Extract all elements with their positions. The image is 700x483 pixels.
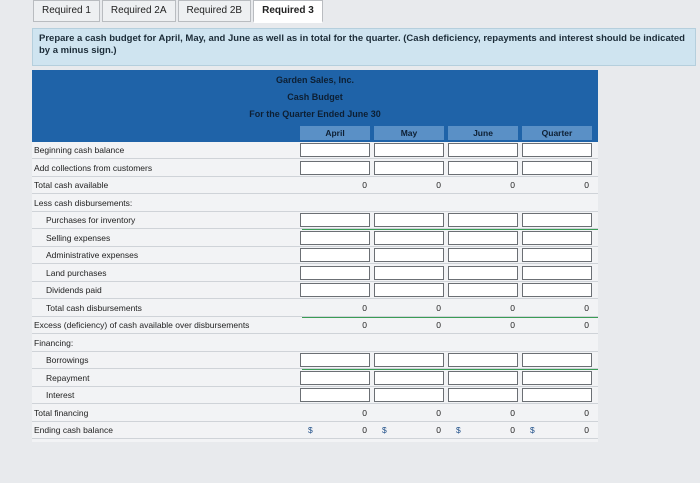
- input-cell[interactable]: [448, 283, 518, 297]
- cash-budget-table: [32, 70, 598, 450]
- column-header-june: June: [448, 126, 518, 140]
- tab-required-2b[interactable]: Required 2B: [178, 0, 252, 22]
- input-cell[interactable]: [374, 353, 444, 367]
- table-row: [32, 247, 598, 264]
- cell-value: 0: [436, 180, 441, 190]
- column-header-april: April: [300, 126, 370, 140]
- input-cell[interactable]: [522, 388, 592, 402]
- row-label: Total cash disbursements: [46, 302, 142, 313]
- computed-cell: [300, 406, 370, 420]
- table-row: [32, 370, 598, 387]
- input-cell[interactable]: [522, 266, 592, 280]
- input-cell[interactable]: [522, 371, 592, 385]
- table-row: [32, 195, 598, 212]
- table-row: [32, 387, 598, 404]
- input-cell[interactable]: [300, 353, 370, 367]
- input-cell[interactable]: [300, 248, 370, 262]
- input-cell[interactable]: [374, 213, 444, 227]
- table-row: [32, 230, 598, 247]
- computed-cell: [300, 301, 370, 315]
- input-cell[interactable]: [448, 248, 518, 262]
- cell-value: 0: [362, 320, 367, 330]
- input-cell[interactable]: [300, 213, 370, 227]
- table-row: [32, 352, 598, 369]
- cell-value: 0: [584, 180, 589, 190]
- tab-required-2a[interactable]: Required 2A: [102, 0, 176, 22]
- currency-symbol: $: [530, 425, 535, 435]
- input-cell[interactable]: [522, 231, 592, 245]
- budget-period: For the Quarter Ended June 30: [249, 109, 381, 119]
- row-label: Beginning cash balance: [34, 145, 125, 155]
- input-cell[interactable]: [300, 283, 370, 297]
- table-header: [32, 70, 598, 142]
- input-cell[interactable]: [522, 213, 592, 227]
- input-cell[interactable]: [522, 283, 592, 297]
- input-cell[interactable]: [374, 283, 444, 297]
- cell-value: 0: [584, 320, 589, 330]
- cell-value: 0: [362, 302, 367, 313]
- divider: [302, 317, 598, 318]
- table-row: [32, 405, 598, 422]
- row-label: Ending cash balance: [34, 425, 113, 435]
- computed-cell: [300, 318, 370, 332]
- input-cell[interactable]: [522, 161, 592, 175]
- table-row: [32, 212, 598, 229]
- row-label: Land purchases: [46, 267, 107, 278]
- input-cell[interactable]: [374, 231, 444, 245]
- cell-value: 0: [436, 425, 441, 435]
- input-cell[interactable]: [374, 388, 444, 402]
- computed-cell: [522, 301, 592, 315]
- currency-symbol: $: [456, 425, 461, 435]
- computed-cell: [374, 318, 444, 332]
- cell-value: 0: [510, 302, 515, 313]
- input-cell[interactable]: [448, 213, 518, 227]
- input-cell[interactable]: [374, 161, 444, 175]
- cell-value: 0: [584, 425, 589, 435]
- table-row: [32, 300, 598, 317]
- input-cell[interactable]: [300, 266, 370, 280]
- cell-value: 0: [584, 407, 589, 418]
- table-row: [32, 317, 598, 334]
- input-cell[interactable]: [448, 266, 518, 280]
- computed-cell: [374, 423, 444, 437]
- row-label: Selling expenses: [46, 232, 111, 243]
- row-label: Interest: [46, 390, 75, 400]
- computed-cell: [300, 178, 370, 192]
- cell-value: 0: [436, 407, 441, 418]
- table-row: [32, 422, 598, 439]
- input-cell[interactable]: [300, 231, 370, 245]
- table-row: [32, 142, 598, 159]
- row-label: Total financing: [34, 407, 89, 418]
- cell-value: 0: [510, 320, 515, 330]
- input-cell[interactable]: [522, 143, 592, 157]
- input-cell[interactable]: [522, 353, 592, 367]
- computed-cell: [522, 318, 592, 332]
- input-cell[interactable]: [448, 353, 518, 367]
- tab-required-1[interactable]: Required 1: [33, 0, 100, 22]
- table-body: [32, 142, 598, 442]
- input-cell[interactable]: [448, 388, 518, 402]
- cell-value: 0: [510, 407, 515, 418]
- computed-cell: [448, 406, 518, 420]
- input-cell[interactable]: [374, 266, 444, 280]
- divider: [302, 369, 598, 370]
- tab-bar: [33, 0, 325, 22]
- row-label: Financing:: [34, 337, 74, 348]
- input-cell[interactable]: [448, 143, 518, 157]
- tab-required-3[interactable]: Required 3: [253, 0, 323, 23]
- table-row: [32, 335, 598, 352]
- table-row: [32, 282, 598, 299]
- cell-value: 0: [510, 425, 515, 435]
- computed-cell: [522, 406, 592, 420]
- input-cell[interactable]: [374, 143, 444, 157]
- input-cell[interactable]: [300, 371, 370, 385]
- computed-cell: [448, 318, 518, 332]
- budget-title: Cash Budget: [287, 92, 343, 102]
- cell-value: 0: [436, 320, 441, 330]
- row-label: Purchases for inventory: [46, 215, 136, 225]
- company-name: Garden Sales, Inc.: [275, 75, 355, 85]
- computed-cell: [522, 178, 592, 192]
- currency-symbol: $: [382, 425, 387, 435]
- column-header-quarter: Quarter: [522, 126, 592, 140]
- computed-cell: [374, 178, 444, 192]
- input-cell[interactable]: [448, 371, 518, 385]
- row-label: Administrative expenses: [46, 250, 139, 260]
- computed-cell: [448, 301, 518, 315]
- cell-value: 0: [510, 180, 515, 190]
- input-cell[interactable]: [300, 388, 370, 402]
- input-cell[interactable]: [448, 161, 518, 175]
- table-row: [32, 265, 598, 282]
- computed-cell: [448, 423, 518, 437]
- cell-value: 0: [362, 425, 367, 435]
- table-row: [32, 160, 598, 177]
- cell-value: 0: [436, 302, 441, 313]
- input-cell[interactable]: [300, 161, 370, 175]
- column-header-may: May: [374, 126, 444, 140]
- computed-cell: [448, 178, 518, 192]
- row-label: Dividends paid: [46, 285, 102, 295]
- row-label: Less cash disbursements:: [34, 197, 133, 208]
- instructions: Prepare a cash budget for April, May, and June as well as in total for the quarter. (Cash deficiency, repayments and interest should be indicated by a minus sign.): [32, 28, 696, 66]
- divider: [302, 229, 598, 230]
- computed-cell: [374, 406, 444, 420]
- input-cell[interactable]: [374, 248, 444, 262]
- input-cell[interactable]: [448, 231, 518, 245]
- currency-symbol: $: [308, 425, 313, 435]
- cell-value: 0: [584, 302, 589, 313]
- computed-cell: [300, 423, 370, 437]
- cell-value: 0: [362, 180, 367, 190]
- row-label: Total cash available: [34, 180, 109, 190]
- cell-value: 0: [362, 407, 367, 418]
- input-cell[interactable]: [522, 248, 592, 262]
- row-label: Repayment: [46, 372, 90, 383]
- input-cell[interactable]: [300, 143, 370, 157]
- computed-cell: [374, 301, 444, 315]
- row-label: Excess (deficiency) of cash available over disbursements: [34, 320, 250, 330]
- table-row: [32, 177, 598, 194]
- computed-cell: [522, 423, 592, 437]
- row-label: Add collections from customers: [34, 162, 153, 173]
- input-cell[interactable]: [374, 371, 444, 385]
- row-label: Borrowings: [46, 355, 89, 365]
